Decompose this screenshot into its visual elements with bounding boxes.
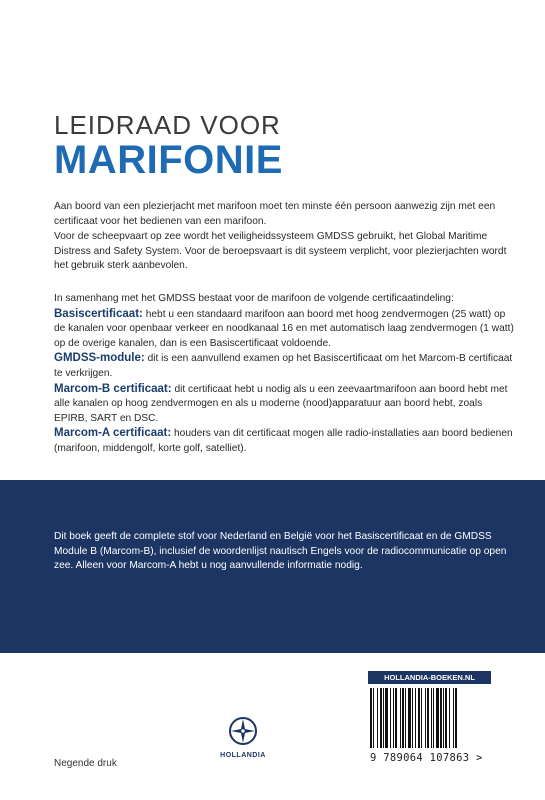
intro-paragraph-2: Voor de scheepvaart op zee wordt het veiligheidssysteem GMDSS gebruikt, het Global Maritime Distress and Safety System. Voor de beroepsvaart is dit systeem verplicht, voor plezierjachten wordt het gebruik sterk aanbevolen. — [54, 231, 507, 272]
publisher-name: HOLLANDIA — [220, 752, 266, 759]
title-line-2: MARIFONIE — [54, 138, 283, 182]
certificate-item — [54, 426, 514, 456]
compass-rose-icon — [228, 716, 258, 746]
certificate-name: GMDSS-module: — [54, 352, 145, 365]
certificate-name: Basiscertificaat: — [54, 307, 143, 320]
certificate-text: houders van dit certificaat mogen alle radio-installaties aan boord bedienen (marifoon, middengolf, korte golf, satelliet). — [54, 428, 513, 454]
certificate-text: hebt u een standaard marifoon aan boord met hoog zendvermogen (25 watt) op de kanalen voor openbaar verkeer en noodkanaal 16 en met automatisch laag zendvermogen (1 watt) op de overige kanalen, dan is een Basiscertificaat voldoende. — [54, 308, 514, 349]
certificate-name: Marcom-B certificaat: — [54, 382, 172, 395]
certificate-item — [54, 307, 514, 352]
certificate-lead: In samenhang met het GMDSS bestaat voor de marifoon de volgende certificaatindeling: — [54, 293, 454, 304]
certificate-name: Marcom-A certificaat: — [54, 427, 172, 440]
publisher-website: HOLLANDIA-BOEKEN.NL — [368, 671, 491, 684]
certificate-item — [54, 351, 514, 381]
edition-label: Negende druk — [54, 758, 117, 769]
title-line-1: LEIDRAAD VOOR — [54, 110, 281, 140]
certificate-text: dit certificaat hebt u nodig als u een zeevaartmarifoon aan boord hebt met alle kanalen op hoog zendvermogen en als u moderne (nood)apparatuur aan boord hebt, zoals EPIRB, SART en DSC. — [54, 383, 508, 424]
isbn-digits: 9 789064 107863 > — [370, 752, 483, 764]
certificate-text: dit is een aanvullend examen op het Basiscertificaat om het Marcom-B certificaat te verkrijgen. — [54, 353, 513, 379]
publisher-logo — [216, 716, 270, 759]
certificate-section — [54, 292, 514, 457]
band-text: Dit boek geeft de complete stof voor Nederland en België voor het Basiscertificaat en de GMDSS Module B (Marcom-B), inclusief de woordenlijst nautisch Engels voor de radiocommunicatie op open zee. Alleen voor Marcom-A hebt u nog aanvullende informatie nodig. — [54, 531, 507, 572]
certificate-item — [54, 382, 514, 427]
intro-paragraph-1: Aan boord van een plezierjacht met marifoon moet ten minste één persoon aanwezig zijn met een certificaat voor het bedienen van een marifoon. — [54, 201, 496, 227]
isbn-barcode — [368, 688, 496, 750]
